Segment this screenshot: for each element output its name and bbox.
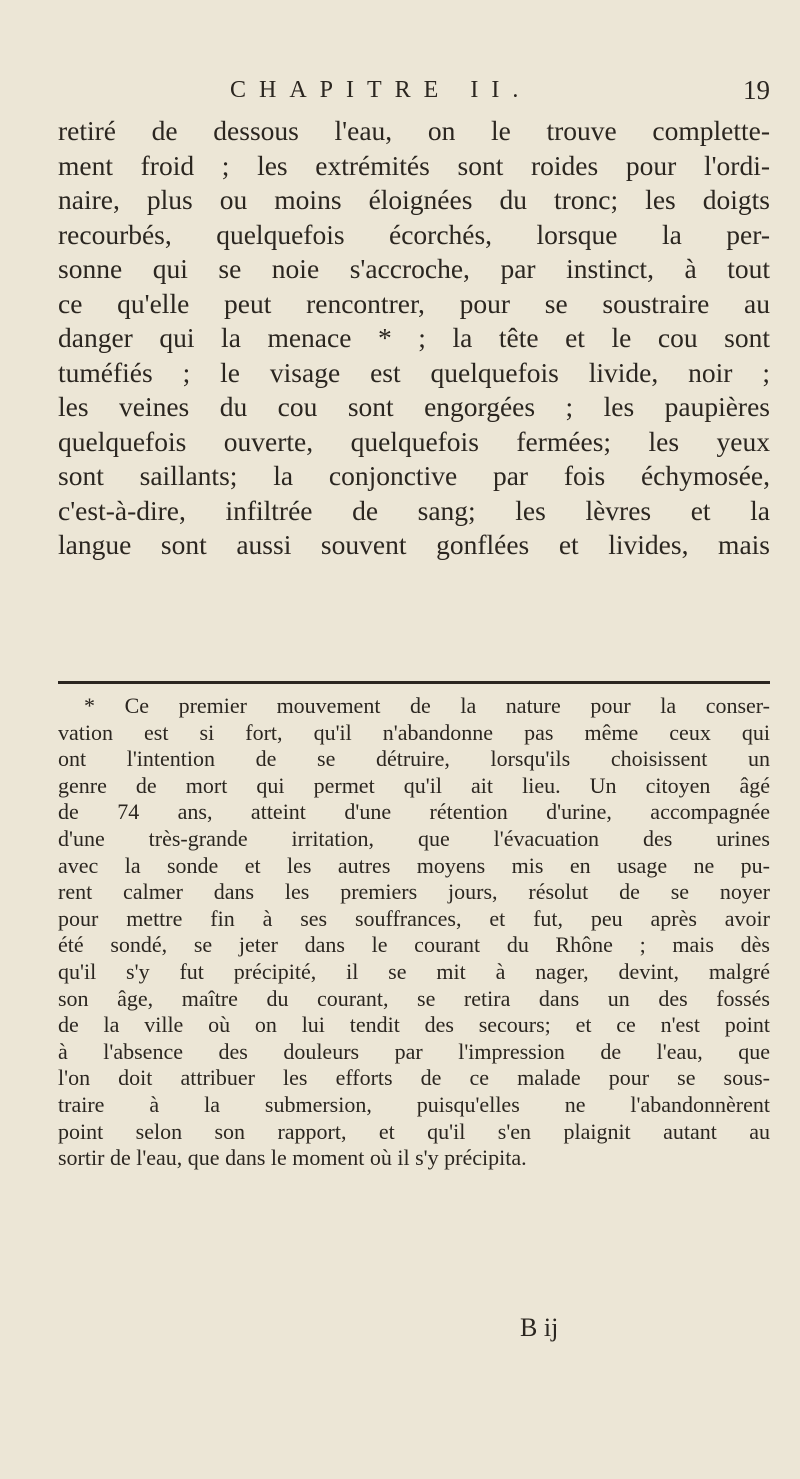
page-number: 19 [743, 75, 770, 105]
footnote-divider [58, 681, 770, 684]
body-text [58, 114, 770, 563]
body-line: recourbés, quelquefois écorchés, lorsque la per- [58, 218, 770, 250]
footnote-line: traire à la submersion, puisqu'elles ne l'abandonnèrent [58, 1091, 770, 1117]
footnote-line: * Ce premier mouvement de la nature pour la conser- [84, 693, 770, 718]
body-line: naire, plus ou moins éloignées du tronc; les doigts [58, 184, 770, 215]
footnote-line: sortir de l'eau, que dans le moment où il s'y précipita. [58, 1145, 527, 1171]
footnote-line: son âge, maître du courant, se retira dans un des fossés [58, 985, 770, 1011]
footnote-line: à l'absence des douleurs par l'impression de l'eau, que [58, 1038, 770, 1064]
body-line: c'est-à-dire, infiltrée de sang; les lèvres et la [58, 494, 770, 526]
body-line: quelquefois ouverte, quelquefois fermées; les yeux [58, 425, 770, 457]
body-line: tuméfiés ; le visage est quelquefois livide, noir ; [58, 356, 770, 388]
body-line: danger qui la menace * ; la tête et le cou sont [58, 322, 770, 353]
footnote [58, 693, 770, 1172]
body-line: langue sont aussi souvent gonflées et livides, mais [58, 529, 770, 560]
footnote-line: point selon son rapport, et qu'il s'en plaignit autant au [58, 1118, 770, 1144]
footnote-line: été sondé, se jeter dans le courant du Rhône ; mais dès [58, 932, 770, 958]
footnote-line: qu'il s'y fut précipité, il se mit à nager, devint, malgré [58, 958, 770, 984]
footnote-line: pour mettre fin à ses souffrances, et fut, peu après avoir [58, 905, 770, 931]
body-line: ce qu'elle peut rencontrer, pour se soustraire au [58, 287, 770, 319]
body-line: sont saillants; la conjonctive par fois échymosée, [58, 460, 770, 491]
footnote-line: genre de mort qui permet qu'il ait lieu. Un citoyen âgé [58, 772, 770, 798]
body-line: les veines du cou sont engorgées ; les paupières [58, 391, 770, 422]
footnote-line: rent calmer dans les premiers jours, résolut de se noyer [58, 879, 770, 905]
footnote-line: avec la sonde et les autres moyens mis en usage ne pu- [58, 852, 770, 878]
running-head [58, 74, 770, 114]
chapter-title: CHAPITRE II. [230, 77, 532, 103]
body-line: sonne qui se noie s'accroche, par instinct, à tout [58, 253, 770, 284]
footnote-line: de 74 ans, atteint d'une rétention d'urine, accompagnée [58, 799, 770, 825]
body-line: ment froid ; les extrémités sont roides pour l'ordi- [58, 149, 770, 181]
footnote-line: de la ville où on lui tendit des secours; et ce n'est point [58, 1012, 770, 1038]
signature-mark: B ij [520, 1313, 559, 1342]
footnote-line: vation est si fort, qu'il n'abandonne pas même ceux qui [58, 719, 770, 745]
body-line: retiré de dessous l'eau, on le trouve complette- [58, 115, 770, 146]
footnote-line: d'une très-grande irritation, que l'évacuation des urines [58, 825, 770, 851]
footnote-line: l'on doit attribuer les efforts de ce malade pour se sous- [58, 1065, 770, 1091]
footnote-line: ont l'intention de se détruire, lorsqu'ils choisissent un [58, 746, 770, 772]
